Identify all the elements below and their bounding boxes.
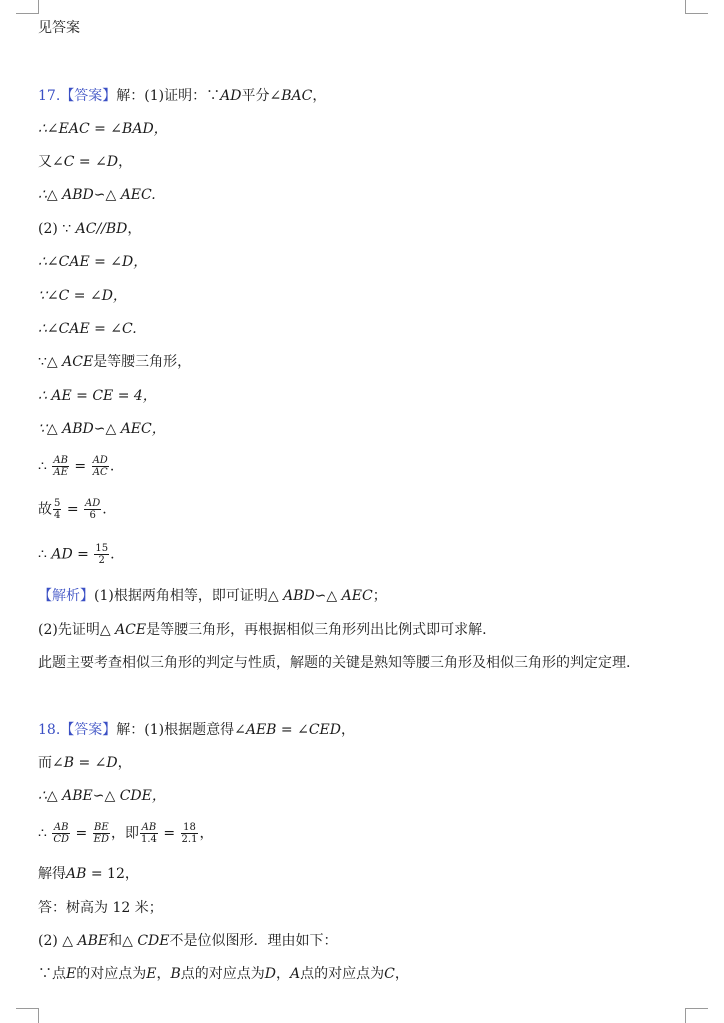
text: ，: [312, 88, 327, 104]
math: AD: [51, 546, 73, 563]
text: 平分∠: [241, 88, 282, 104]
text: ，即: [111, 825, 139, 842]
denominator: CD: [53, 834, 70, 845]
analysis-line: 此题主要考查相似三角形的判定与性质，解题的关键是熟知等腰三角形及相似三角形的判定定理.: [38, 655, 631, 671]
numerator: 15: [95, 543, 109, 554]
numerator: AB: [141, 822, 157, 833]
text: (1)根据两角相等，即可证明△: [94, 588, 284, 604]
math: CED: [308, 722, 341, 738]
text: =: [62, 501, 84, 518]
text: ，: [394, 966, 409, 982]
math: C: [63, 154, 75, 170]
text: = ∠: [276, 722, 309, 738]
math: C: [384, 966, 395, 982]
fraction: [84, 498, 101, 521]
q17-answer-line: [38, 87, 326, 105]
text: ，: [127, 221, 142, 237]
page-corner-mark: [16, 0, 39, 14]
text: 点的对应点为: [180, 966, 265, 982]
text: 的对应点为: [76, 966, 147, 982]
step-line: ∴ AE = CE = 4，: [38, 388, 157, 404]
text: .: [110, 546, 115, 563]
q18-answer-line: [38, 721, 355, 739]
numerator: 5: [54, 498, 61, 509]
step-line: [38, 754, 132, 772]
text: 解得: [38, 866, 66, 882]
analysis-line: [38, 587, 387, 605]
math: D: [264, 966, 276, 982]
denominator: 4: [54, 510, 61, 521]
denominator: 6: [89, 510, 96, 521]
text: ；: [372, 588, 387, 604]
math: E: [146, 966, 157, 982]
step-line: [38, 153, 132, 171]
step-line: ∵∠C = ∠D，: [38, 288, 127, 304]
numerator: AB: [53, 455, 68, 466]
numerator: AD: [92, 455, 108, 466]
denominator: ED: [93, 834, 109, 845]
math: ACE: [115, 622, 147, 638]
fraction: [140, 822, 158, 845]
text: ，: [117, 755, 132, 771]
step-line: 答：树高为 12 米；: [38, 900, 163, 916]
fraction: [92, 455, 109, 478]
math: ABD∽△ AEC: [283, 588, 373, 604]
answer-tag: 【答案】: [60, 88, 117, 104]
fraction: [53, 498, 61, 521]
math: D: [106, 755, 118, 771]
math: CDE: [137, 933, 170, 949]
text: = ∠: [74, 154, 107, 170]
text: 点的对应点为: [300, 966, 385, 982]
text: ∴: [38, 458, 52, 475]
math: A: [290, 966, 301, 982]
text: =: [69, 458, 91, 475]
question-number: 17.: [38, 88, 61, 104]
answer-tag: 【答案】: [60, 722, 117, 738]
math: ACE: [62, 354, 94, 370]
text: (2)先证明△: [38, 622, 116, 638]
denominator: AC: [92, 467, 108, 478]
header-text: 见答案: [38, 20, 80, 36]
numerator: AD: [85, 498, 101, 509]
fraction-line: [38, 822, 213, 845]
fraction-line: [38, 455, 114, 478]
text: ∵点: [38, 966, 66, 982]
step-line: ∴△ ABD∽△ AEC.: [38, 187, 156, 203]
fraction: [52, 822, 70, 845]
step-line: ∴∠CAE = ∠C.: [38, 321, 137, 337]
analysis-tag: 【解析】: [38, 588, 94, 604]
page-corner-mark: [16, 1008, 39, 1023]
text: ，: [118, 154, 133, 170]
fraction: [52, 455, 69, 478]
text: .: [109, 458, 115, 475]
text: ∴: [38, 825, 52, 842]
math: BAC: [281, 88, 313, 104]
text: 和△: [108, 933, 138, 949]
text: =: [72, 546, 94, 563]
numerator: BE: [94, 822, 109, 833]
step-line: [38, 353, 191, 371]
step-line: [38, 965, 409, 983]
step-line: ∵△ ABD∽△ AEC，: [38, 421, 166, 437]
fraction: [94, 543, 109, 566]
numerator: 18: [181, 822, 199, 834]
text: ，: [199, 825, 214, 842]
text: ，: [340, 722, 355, 738]
math: AB: [66, 866, 87, 882]
text: =: [158, 825, 180, 842]
text: 是等腰三角形，: [93, 354, 192, 370]
text: ∵△: [38, 354, 63, 370]
math: B: [63, 755, 75, 771]
denominator: 2.1: [181, 834, 198, 845]
text: 故: [38, 501, 52, 518]
numerator: AB: [53, 822, 69, 833]
math: AEB: [245, 722, 277, 738]
page-corner-mark: [685, 0, 708, 14]
text: (2) △: [38, 933, 78, 949]
math: AC//BD: [75, 221, 128, 237]
math: ABE: [77, 933, 109, 949]
denominator: 1.4: [141, 834, 157, 845]
text: = ∠: [74, 755, 107, 771]
math: D: [106, 154, 119, 170]
fraction: [93, 822, 110, 845]
text: 解：(1)证明：∵: [116, 88, 221, 104]
text: ，: [276, 966, 290, 982]
text: 又∠: [38, 154, 64, 170]
step-line: [38, 220, 141, 238]
text: 不是位似图形．理由如下：: [169, 933, 338, 949]
fraction: [181, 822, 199, 845]
step-line: ∴∠CAE = ∠D，: [38, 254, 148, 270]
text: ，: [156, 966, 171, 982]
step-line: ∴△ ABE∽△ CDE，: [38, 788, 166, 804]
step-line: ∴∠EAC = ∠BAD，: [38, 121, 168, 137]
math: AD: [220, 88, 242, 104]
text: = 12，: [86, 866, 139, 882]
text: 解：(1)根据题意得∠: [116, 722, 246, 738]
math: B: [170, 966, 181, 982]
step-line: [38, 932, 338, 950]
text: 而∠: [38, 755, 64, 771]
text: 是等腰三角形，再根据相似三角形列出比例式即可求解.: [146, 622, 487, 638]
denominator: 2: [98, 555, 105, 566]
text: ∴: [38, 546, 52, 563]
denominator: AE: [53, 467, 68, 478]
text: (2) ∵: [38, 221, 76, 237]
text: =: [71, 825, 92, 842]
math: E: [66, 966, 77, 982]
analysis-line: [38, 621, 487, 639]
question-number: 18.: [38, 722, 61, 738]
text: .: [102, 501, 107, 518]
fraction-line: [38, 543, 115, 566]
page-corner-mark: [685, 1008, 708, 1023]
step-line: [38, 865, 139, 883]
fraction-line: [38, 498, 107, 521]
